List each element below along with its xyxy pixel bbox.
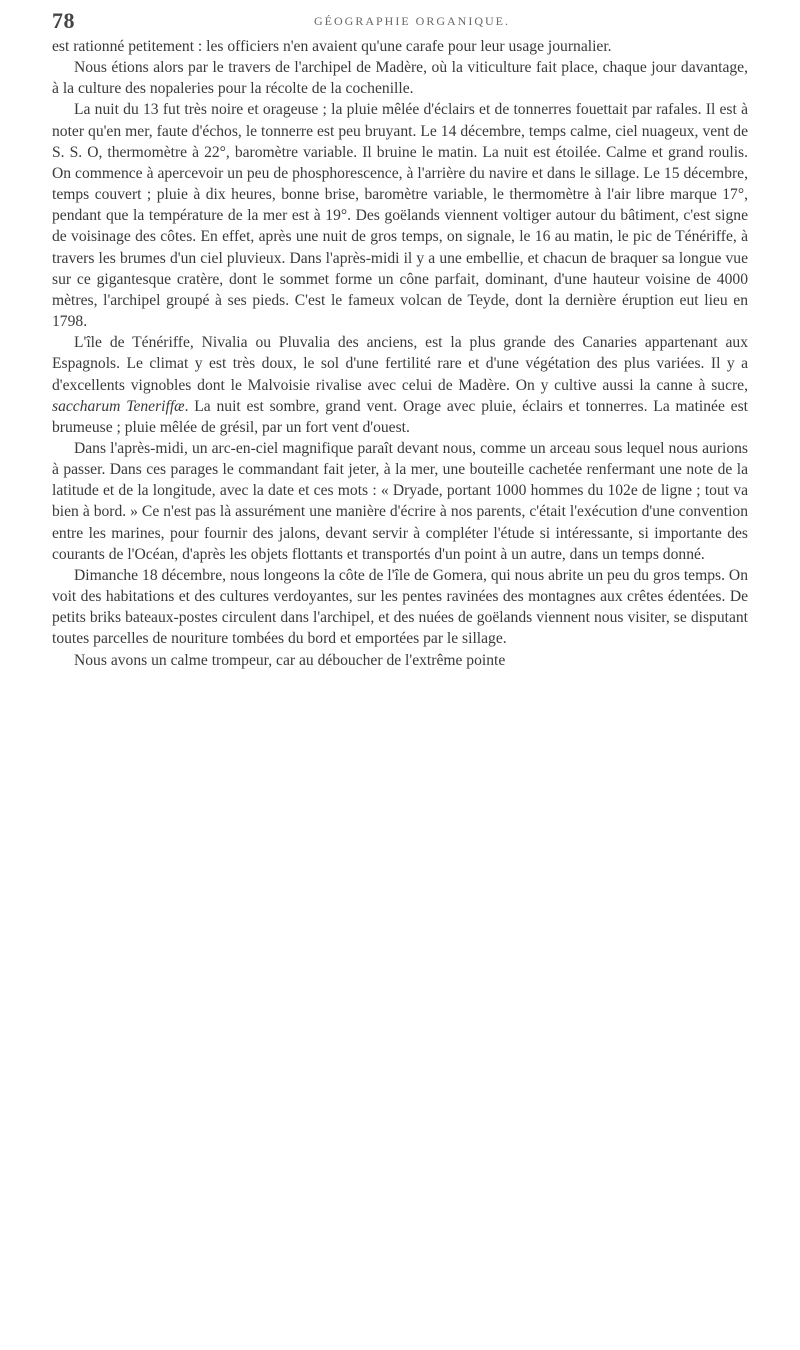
running-head: GÉOGRAPHIE ORGANIQUE. [314,14,510,28]
paragraph-gomera: Dimanche 18 décembre, nous longeons la côte de l'île de Gomera, qui nous abrite un peu du gros temps. On voit des habitations et des cultures verdoyantes, sur les pentes ravinées des montagnes aux crêtes édentées. De petits briks bateaux-postes circulent dans l'archipel, et des nuées de goëlands viennent nous visiter, se disputant toutes parcelles de nouriture tombées du bord et emportées par le sillage. [52,566,748,648]
paragraph-madeira: Nous étions alors par le travers de l'archipel de Madère, où la viticulture fait place, chaque jour davantage, à la culture des nopaleries pour la récolte de la cochenille. [52,59,748,98]
page-header [52,8,752,38]
paragraph-tenerife [52,332,748,438]
paragraph-night-of-13: La nuit du 13 fut très noire et orageuse ; la pluie mêlée d'éclairs et de tonnerres fouettait par rafales. Il est à noter qu'en mer, faute d'échos, le tonnerre est peu bruyant. Le 14 décembre, temps calme, ciel nuageux, vent de S. S. O, thermomètre à 22°, baromètre variable. Il bruine le matin. La nuit est étoilée. Calme et grand roulis. On commence à apercevoir un peu de phosphorescence, à l'arrière du navire et dans le sillage. Le 15 décembre, temps couvert ; pluie à dix heures, bonne brise, baromètre variable, le thermomètre à l'air libre marque 17°, pendant que la température de la mer est à 19°. Des goëlands viennent voltiger autour du bâtiment, c'est signe de voisinage des côtes. En effet, après une nuit de gros temps, on signale, le 16 au matin, le pic de Ténériffe, à travers les brumes d'un ciel pluvieux. Dans l'après-midi il y a une embellie, et chacun de braquer sa longue vue sur ce gigantesque cratère, dont le sommet forme un cône parfait, dominant, d'une hauteur voisine de 4000 mètres, l'archipel groupé à ses pieds. C'est le fameux volcan de Teyde, dont la dernière éruption eut lieu en 1798. [52,101,748,331]
body-text [52,36,748,671]
paragraph-rainbow-bottle: Dans l'après-midi, un arc-en-ciel magnifique paraît devant nous, comme un arceau sous lequel nous aurions à passer. Dans ces parages le commandant fait jeter, à la mer, une bouteille cachetée renfermant une note de la latitude et de la longitude, avec la date et ces mots : « Dryade, portant 1000 hommes du 102e de ligne ; tout va bien à bord. » Ce n'est pas là assurément une manière d'écrire à nos parents, c'était l'exécution d'une convention entre les marines, pour fournir des jalons, devant servir à compléter l'étude si intéressante, si importante des courants de l'Océan, d'après les objets flottants et transportés d'un point à un autre, dans un temps donné. [52,439,748,563]
page-number: 78 [52,8,75,33]
paragraph-calm: Nous avons un calme trompeur, car au déboucher de l'extrême pointe [74,651,506,669]
paragraph-tenerife-text-before: L'île de Ténériffe, Nivalia ou Pluvalia des anciens, est la plus grande des Canaries appartenant aux Espagnols. Le climat y est très doux, le sol d'une fertilité rare et d'une végétation des plus variées. Il y a d'excellents vignobles dont le Malvoisie rivalise avec celui de Madère. On y cultive aussi la canne à sucre, [52,334,748,394]
paragraph-continuation: est rationné petitement : les officiers n'en avaient qu'une carafe pour leur usage journalier. [52,38,612,55]
paragraph-tenerife-text-after: . La nuit est sombre, grand vent. Orage avec pluie, éclairs et tonnerres. La matinée est brumeuse ; pluie mêlée de grésil, par un fort vent d'ouest. [52,397,748,436]
paragraph-tenerife-italic-term: saccharum Teneriffæ [52,397,185,415]
